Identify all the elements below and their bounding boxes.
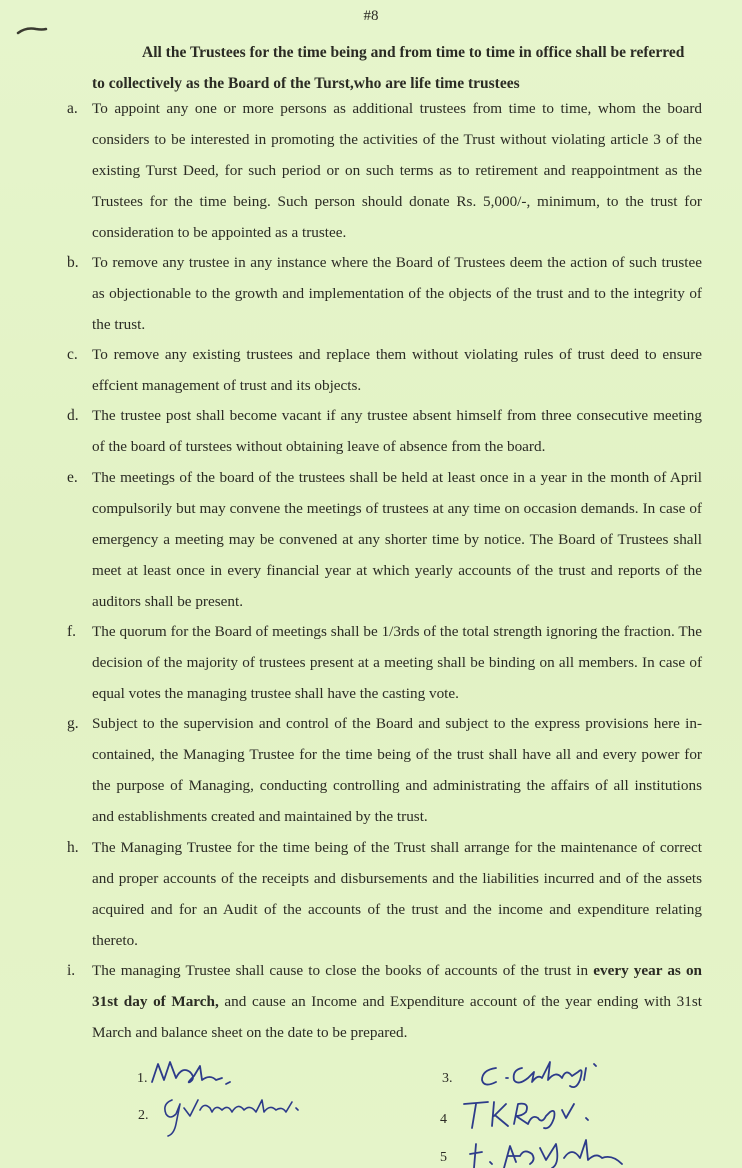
signature-number-5: 5 bbox=[440, 1150, 447, 1165]
signature-number-4: 4 bbox=[440, 1112, 447, 1127]
clause-text: Subject to the supervision and control of the Board and subject to the express provisions here in-contained, the Managing Trustee for the time being of the trust shall have all and every power for the purpose of Managing, conducting controlling and administrating the affairs of all institutions and establishments created and maintained by the trust. bbox=[92, 715, 702, 825]
clause-text: The meetings of the board of the trustees shall be held at least once in a year in the month of April compulsorily but may convene the meetings of trustees at any time on occasion demands. In case of emergency a meeting may be convened at any shorter time by notice. The Board of Trustees shall meet at least once in every financial year at which yearly accounts of the trust and reports of the auditors shall be present. bbox=[92, 469, 702, 610]
clause-i-text-2: and cause an Income and Expenditure account of the year ending with 31st March and balance sheet on the date to be prepared. bbox=[92, 993, 702, 1041]
clause-text: To remove any existing trustees and replace them without violating rules of trust deed to ensure effcient management of trust and its objects. bbox=[92, 346, 702, 394]
clause-label: d. bbox=[67, 407, 79, 424]
signature-4-icon bbox=[458, 1094, 628, 1134]
clause-text: The Managing Trustee for the time being of the Trust shall arrange for the maintenance of correct and proper accounts of the receipts and disbursements and the liabilities incurred and of the assets acquired and for an Audit of the accounts of the trust and the income and expenditure relating thereto. bbox=[92, 839, 702, 949]
clause-i-bold-date: every year as on 31st day of March, bbox=[92, 962, 702, 1010]
page-number: #8 bbox=[363, 8, 379, 24]
clause-label: f. bbox=[67, 623, 77, 640]
clause-text: The trustee post shall become vacant if any trustee absent himself from three consecutive meeting of the board of turstees without obtaining leave of absence from the board. bbox=[92, 407, 702, 455]
signature-1-icon bbox=[150, 1058, 240, 1094]
heading-line-2: to collectively as the Board of the Turst,who are life time trustees bbox=[92, 75, 520, 92]
clause-text: To remove any trustee in any instance where the Board of Trustees deem the action of such trustee as objectionable to the growth and implementation of the objects of the trust and to the integrity of the trust. bbox=[92, 254, 702, 333]
clause-label: g. bbox=[67, 715, 79, 732]
clause-label: b. bbox=[67, 254, 79, 271]
clause-text: The quorum for the Board of meetings shall be 1/3rds of the total strength ignoring the fraction. The decision of the majority of trustees present at a meeting shall be binding on all members. In case of equal votes the managing trustee shall have the casting vote. bbox=[92, 623, 702, 702]
clause-label: c. bbox=[67, 346, 78, 363]
clause-i-text-1: The managing Trustee shall cause to close the books of accounts of the trust in bbox=[92, 962, 594, 979]
pen-mark-icon bbox=[16, 26, 48, 36]
signature-3-icon bbox=[476, 1054, 636, 1094]
clause-text: To appoint any one or more persons as additional trustees from time to time, whom the board considers to be interested in promoting the activities of the Trust without violating article 3 of the existing Turst Deed, for such period or on such terms as to retirement and reappointment as the Trustees for the time being. Such person should donate Rs. 5,000/-, minimum, to the trust for consideration to be appointed as a trustee. bbox=[92, 100, 702, 241]
signature-number-3: 3. bbox=[442, 1071, 453, 1086]
document-heading bbox=[92, 37, 712, 99]
signature-number-1: 1. bbox=[137, 1071, 148, 1086]
clause-label: a. bbox=[67, 100, 78, 117]
clause-label: e. bbox=[67, 469, 78, 486]
signature-number-2: 2. bbox=[138, 1108, 149, 1123]
signature-5-icon bbox=[462, 1134, 642, 1168]
clause-text bbox=[92, 955, 702, 1048]
clause-label: i. bbox=[67, 962, 76, 979]
clause-label: h. bbox=[67, 839, 79, 856]
heading-line-1: All the Trustees for the time being and from time to time in office shall be referred bbox=[142, 44, 685, 61]
signature-2-icon bbox=[158, 1090, 308, 1140]
